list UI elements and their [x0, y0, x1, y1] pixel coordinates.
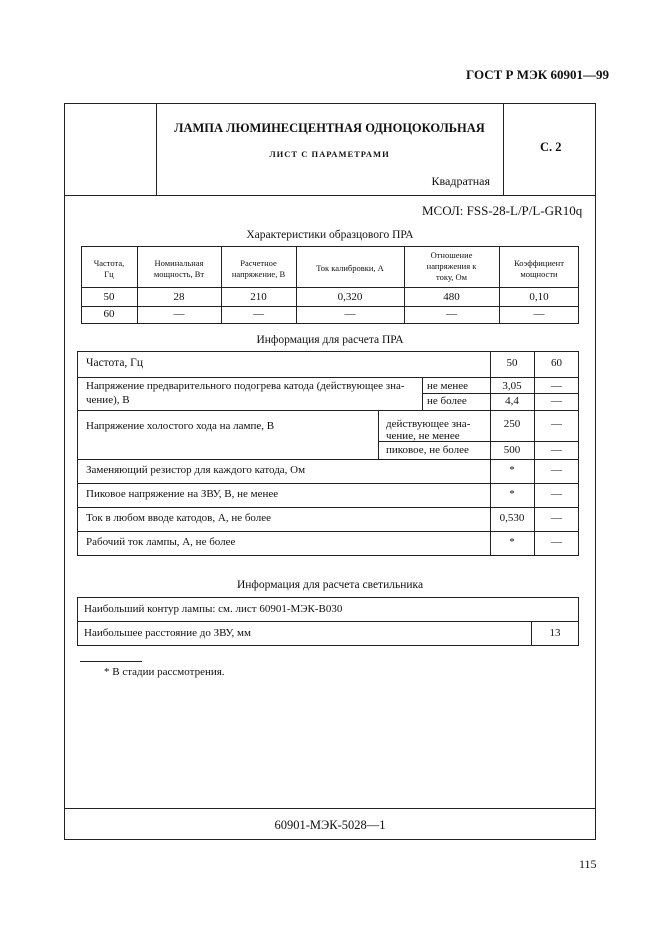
row-rule — [77, 483, 579, 484]
table-cell: — — [533, 308, 545, 320]
table-cell: 480 — [443, 291, 460, 303]
row-rule — [422, 393, 579, 394]
row-rule — [77, 410, 579, 411]
sub-label-rule — [378, 410, 379, 459]
row-rule — [77, 507, 579, 508]
footnote: * В стадии рассмотрения. — [104, 666, 225, 678]
title-bottom-rule — [64, 195, 596, 196]
row-rule — [77, 531, 579, 532]
table-cell: — — [344, 308, 356, 320]
table-cell: 210 — [250, 291, 267, 303]
ocv-rms-label-2: чение, не менее — [386, 430, 460, 442]
preheat-min-50: 3,05 — [502, 380, 522, 392]
standard-header: ГОСТ Р МЭК 60901—99 — [466, 67, 609, 82]
ocv-rms-label-1: действующее зна- — [386, 418, 471, 430]
peak-voltage-60: — — [551, 488, 562, 500]
col-header-line: току, Ом — [435, 272, 468, 282]
col-header-line: Расчетное — [240, 258, 277, 268]
table-cell: — — [173, 308, 185, 320]
preheat-label-1: Напряжение предварительного подогрева катода (действующее зна- — [86, 380, 405, 392]
resistor-60: — — [551, 464, 562, 476]
sheet-number-rule — [64, 808, 596, 809]
col-header-line: мощность, Вт — [153, 269, 205, 279]
col-header-calibration-current — [296, 263, 404, 274]
ref-row-rule — [81, 306, 579, 307]
lamp-shape: Квадратная — [431, 174, 490, 188]
footnote-rule — [80, 661, 142, 662]
lead-current-60: — — [551, 512, 562, 524]
col-header-line: Частота, — [93, 258, 125, 268]
col-header-line: Номинальная — [154, 258, 204, 268]
title-right-divider — [503, 103, 504, 196]
resistor-50: * — [509, 464, 515, 476]
ballast-design-heading: Информация для расчета ПРА — [256, 334, 404, 346]
page-number: 115 — [579, 857, 597, 871]
peak-voltage-50: * — [509, 488, 515, 500]
lead-current-50: 0,530 — [499, 512, 525, 524]
table-cell: — — [253, 308, 264, 320]
lead-current-label: Ток в любом вводе катодов, А, не более — [86, 512, 272, 524]
col-header-line: Коэффициент — [514, 258, 564, 268]
row-rule — [77, 377, 579, 378]
ocv-label: Напряжение холостого хода на лампе, В — [86, 420, 275, 432]
sheet-subtitle: ЛИСТ С ПАРАМЕТРАМИ — [269, 149, 390, 159]
col-header-line: напряжения к — [426, 261, 477, 271]
table-cell: — — [446, 308, 457, 320]
ocv-peak-label: пиковое, не более — [386, 444, 469, 456]
reference-ballast-heading: Характеристики образцового ПРА — [246, 229, 414, 241]
col-header-line: Гц — [104, 269, 114, 279]
page-label: С. 2 — [540, 140, 562, 154]
operating-current-label: Рабочий ток лампы, А, не более — [86, 536, 236, 548]
col-header-line: Отношение — [430, 250, 473, 260]
preheat-max-label: не более — [427, 395, 467, 407]
table-cell: 28 — [173, 291, 185, 303]
frequency-50: 50 — [506, 357, 518, 369]
preheat-min-60: — — [551, 380, 562, 392]
col-header-power-factor — [499, 258, 579, 280]
distance-label: Наибольшее расстояние до ЗВУ, мм — [84, 627, 251, 639]
preheat-min-label: не менее — [427, 380, 469, 392]
col-header-line: Ток калибровки, А — [316, 263, 384, 273]
ocv-rms-50: 250 — [503, 418, 521, 430]
preheat-max-60: — — [551, 395, 562, 407]
row-rule — [77, 621, 579, 622]
ref-header-rule — [81, 287, 579, 288]
col-header-frequency — [81, 258, 137, 280]
col-header-voltage — [221, 258, 296, 280]
col-header-power — [137, 258, 221, 280]
table-cell: 0,10 — [529, 291, 549, 303]
ocv-peak-60: — — [551, 444, 562, 456]
lamp-designation: МСОЛ: FSS-28-L/P/L-GR10q — [422, 203, 583, 218]
table-cell: 0,320 — [337, 291, 363, 303]
table-cell: 50 — [103, 291, 115, 303]
preheat-max-50: 4,4 — [505, 395, 519, 407]
resistor-label: Заменяющий резистор для каждого катода, Ом — [86, 464, 306, 476]
col-header-voltage-current-ratio — [404, 250, 499, 283]
distance-value: 13 — [549, 627, 561, 639]
operating-current-50: * — [509, 536, 515, 548]
sheet-number: 60901-МЭК-5028—1 — [274, 818, 386, 832]
col-header-line: напряжение, В — [231, 269, 286, 279]
luminaire-design-heading: Информация для расчета светильника — [236, 579, 424, 591]
ocv-rms-60: — — [551, 418, 562, 430]
frequency-60: 60 — [551, 357, 562, 369]
peak-voltage-label: Пиковое напряжение на ЗВУ, В, не менее — [86, 488, 279, 500]
sub-label-rule — [422, 377, 423, 410]
row-rule — [77, 459, 579, 460]
operating-current-60: — — [551, 536, 562, 548]
outline-label: Наибольший контур лампы: см. лист 60901-МЭК-В030 — [84, 603, 343, 615]
col-header-line: мощности — [520, 269, 558, 279]
preheat-label-2: чение), В — [86, 394, 130, 406]
frequency-label: Частота, Гц — [86, 357, 143, 369]
ocv-peak-50: 500 — [503, 444, 521, 456]
lamp-title: ЛАМПА ЛЮМИНЕСЦЕНТНАЯ ОДНОЦОКОЛЬНАЯ — [174, 121, 485, 135]
table-cell: 60 — [103, 308, 115, 320]
